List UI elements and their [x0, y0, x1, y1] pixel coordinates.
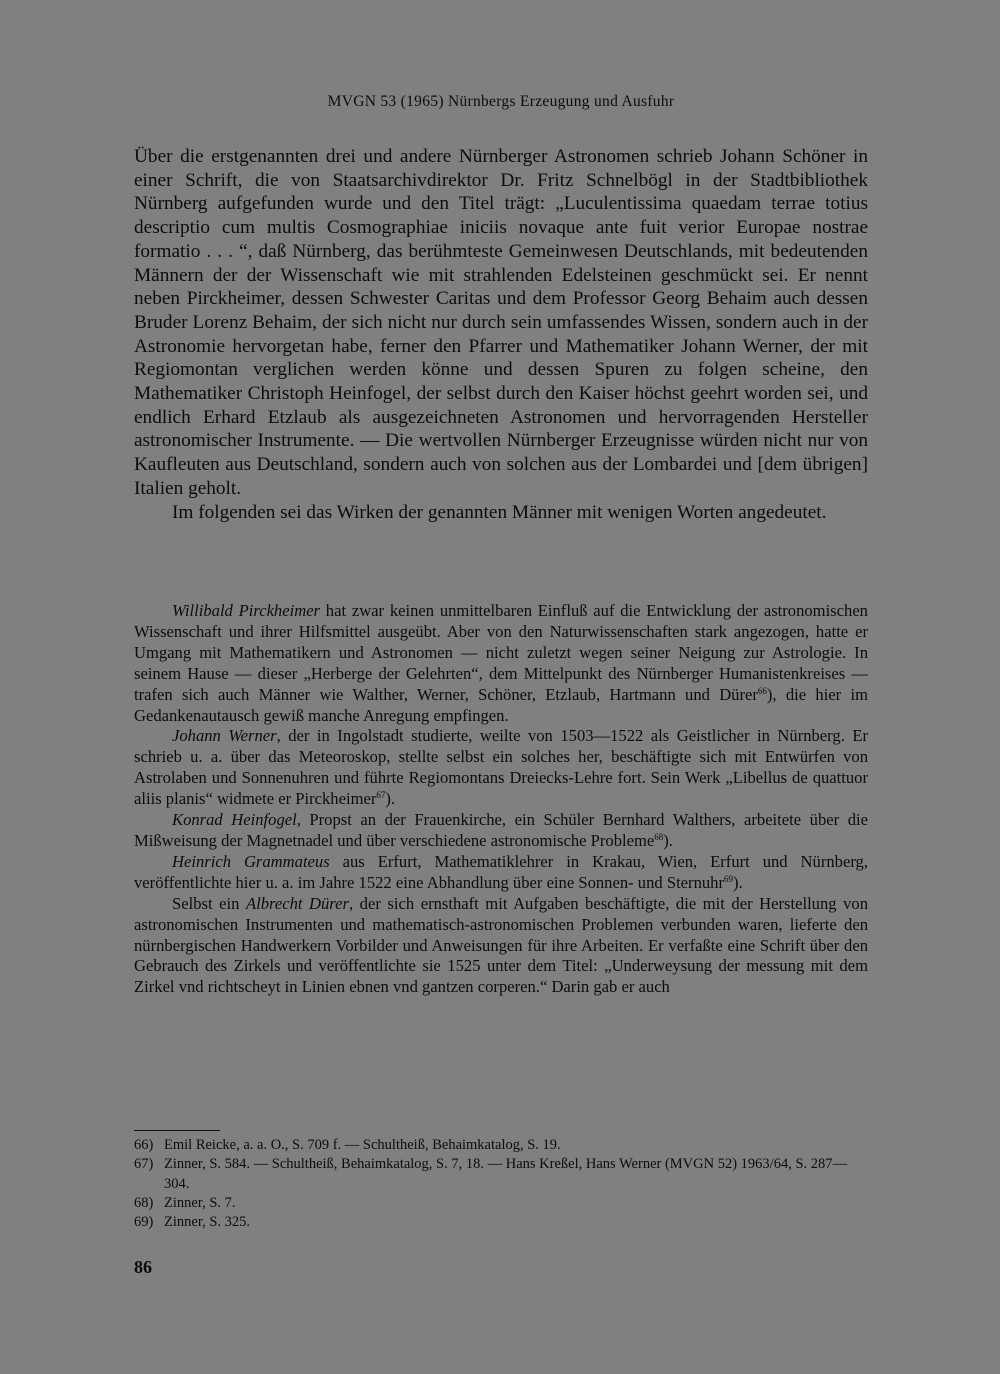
biography-text-end: ).: [663, 830, 673, 850]
person-name: Konrad Heinfogel: [172, 810, 297, 830]
person-name: Albrecht Dürer: [245, 893, 349, 913]
footnote-ref: 66: [757, 685, 767, 696]
biography-duerer: [134, 894, 868, 999]
biography-text-end: ), die hier im Gedankenautausch gewiß manche Anregung empfingen.: [134, 684, 868, 725]
footnote-divider: [134, 1130, 220, 1131]
footnote-mark: 67): [134, 1156, 154, 1173]
person-name: Heinrich Grammateus: [172, 851, 330, 871]
footnote: [134, 1155, 868, 1194]
footnote-text: Emil Reicke, a. a. O., S. 709 f. — Schultheiß, Behaimkatalog, S. 19.: [164, 1137, 561, 1153]
footnote-ref: 68: [654, 831, 664, 842]
biography-werner: [134, 726, 868, 810]
footnote-mark: 66): [134, 1137, 154, 1153]
person-name: Willibald Pirckheimer: [172, 601, 321, 620]
footnote-text: Zinner, S. 584. — Schultheiß, Behaimkatalog, S. 7, 18. — Hans Kreßel, Hans Werner (MVGN 52) 1963/64, S. 287—304.: [164, 1156, 848, 1192]
footnote-mark: 68): [134, 1194, 154, 1211]
paragraph: Im folgenden sei das Wirken der genannten Männer mit wenigen Worten angedeutet.: [172, 501, 827, 523]
paragraph: Über die erstgenannten drei und andere Nürnberger Astronomen schrieb Johann Schöner in einer Schrift, die von Staatsarchivdirektor Dr. Fritz Schnelbögl in der Stadtbibliothek Nürnberg aufgefunden wurde und den Titel trägt: „Luculentissima quaedam terrae totius descriptio cum multis Cosmographiae iniciis novaque ante fuit verior Europae nostrae formatio . . . “, daß Nürnberg, das berühmteste Gemeinwesen Deutschlands, mit bedeutenden Männern der der Wissenschaft wie mit strahlenden Edelsteinen geschmückt sei. Er nennt neben Pirckheimer, dessen Schwester Caritas und dem Professor Georg Behaim auch dessen Bruder Lorenz Behaim, der sich nicht nur durch sein umfassendes Wissen, sondern auch in der Astronomie hervorgetan habe, ferner den Pfarrer und Mathematiker Johann Werner, der mit Regiomontan verglichen werden könne und dessen Spuren zu folgen scheine, den Mathematiker Christoph Heinfogel, der selbst durch den Kaiser höchst geehrt worden sei, und endlich Erhard Etzlaub als ausgezeichneten Astronomen und hervorragenden Hersteller astronomischer Instrumente. — Die wertvollen Nürnberger Erzeugnisse würden nicht nur von Kaufleuten aus Deutschland, sondern auch von solchen aus der Lombardei und [dem übrigen] Italien geholt.: [134, 146, 868, 499]
footnote-text: Zinner, S. 325.: [164, 1214, 251, 1231]
footnotes: [134, 1136, 868, 1232]
biography-text: , der in Ingolstadt studierte, weilte von 1503—1522 als Geistlicher in Nürnberg. Er schrieb u. a. über das Meteoroskop, stellte selbst ein solches her, beschäftigte sich mit Entwürfen von Astrolaben und Sonnenuhren und führte Regiomontans Dreiecks-Lehre fort. Sein Werk „Libellus de quattuor aliis planis“ widmete er Pirckheimer: [134, 726, 868, 809]
footnote: [134, 1213, 868, 1232]
biographies: [134, 601, 868, 998]
biography-pirckheimer: [134, 601, 868, 726]
biography-text: aus Erfurt, Mathematiklehrer in Krakau, Wien, Erfurt und Nürnberg, veröffentlichte hier u. a. im Jahre 1522 eine Abhandlung über eine Sonnen- und Sternuhr: [134, 851, 868, 892]
running-header: MVGN 53 (1965) Nürnbergs Erzeugung und Ausfuhr: [327, 93, 675, 110]
biography-text: , Propst an der Frauenkirche, ein Schüler Bernhard Walthers, arbeitete über die Mißweisung der Magnetnadel und über verschiedene astronomische Probleme: [134, 810, 869, 850]
footnote-ref: 67: [376, 790, 386, 801]
biography-text: , der sich ernsthaft mit Aufgaben beschäftigte, die mit der Herstellung von astronomischen Instrumenten und mathematisch-astronomischen Problemen verbunden waren, lieferte den nürnbergischen Handwerkern Vorbilder und Anweisungen für ihre Arbeiten. Er verfaßte eine Schrift über den Gebrauch des Zirkels und veröffentlichte sie 1525 unter dem Titel: „Underweysung der messung mit dem Zirkel vnd richtscheyt in Linien ebnen vnd gantzen corperen.“ Darin gab er auch: [134, 893, 869, 997]
biography-text-start: Selbst ein: [172, 893, 246, 913]
main-text: [134, 145, 868, 524]
footnote-text: Zinner, S. 7.: [164, 1194, 236, 1211]
footnote-mark: 69): [134, 1214, 154, 1231]
biography-heinfogel: [134, 810, 868, 852]
footnote-ref: 69: [724, 873, 733, 884]
footnote: [134, 1194, 868, 1213]
footnote: [134, 1136, 868, 1155]
biography-text-end: ).: [733, 872, 743, 892]
biography-text: hat zwar keinen unmittelbaren Einfluß auf die Entwicklung der astronomischen Wissenschaft und ihrer Hilfsmittel ausgeübt. Aber von den Naturwissenschaften stark angezogen, hatte er Umgang mit Mathematikern und Astronomen — nicht zuletzt wegen seiner Neigung zur Astrologie. In seinem Hause — dieser „Herberge der Gelehrten“, dem Mittelpunkt des Nürnberger Humanistenkreises — trafen sich auch Männer wie Walther, Werner, Schöner, Etzlaub, Hartmann und Dürer: [134, 601, 868, 704]
biography-grammateus: [134, 852, 868, 894]
person-name: Johann Werner: [172, 726, 277, 746]
biography-text-end: ).: [385, 789, 396, 809]
page-number: 86: [134, 1257, 152, 1277]
